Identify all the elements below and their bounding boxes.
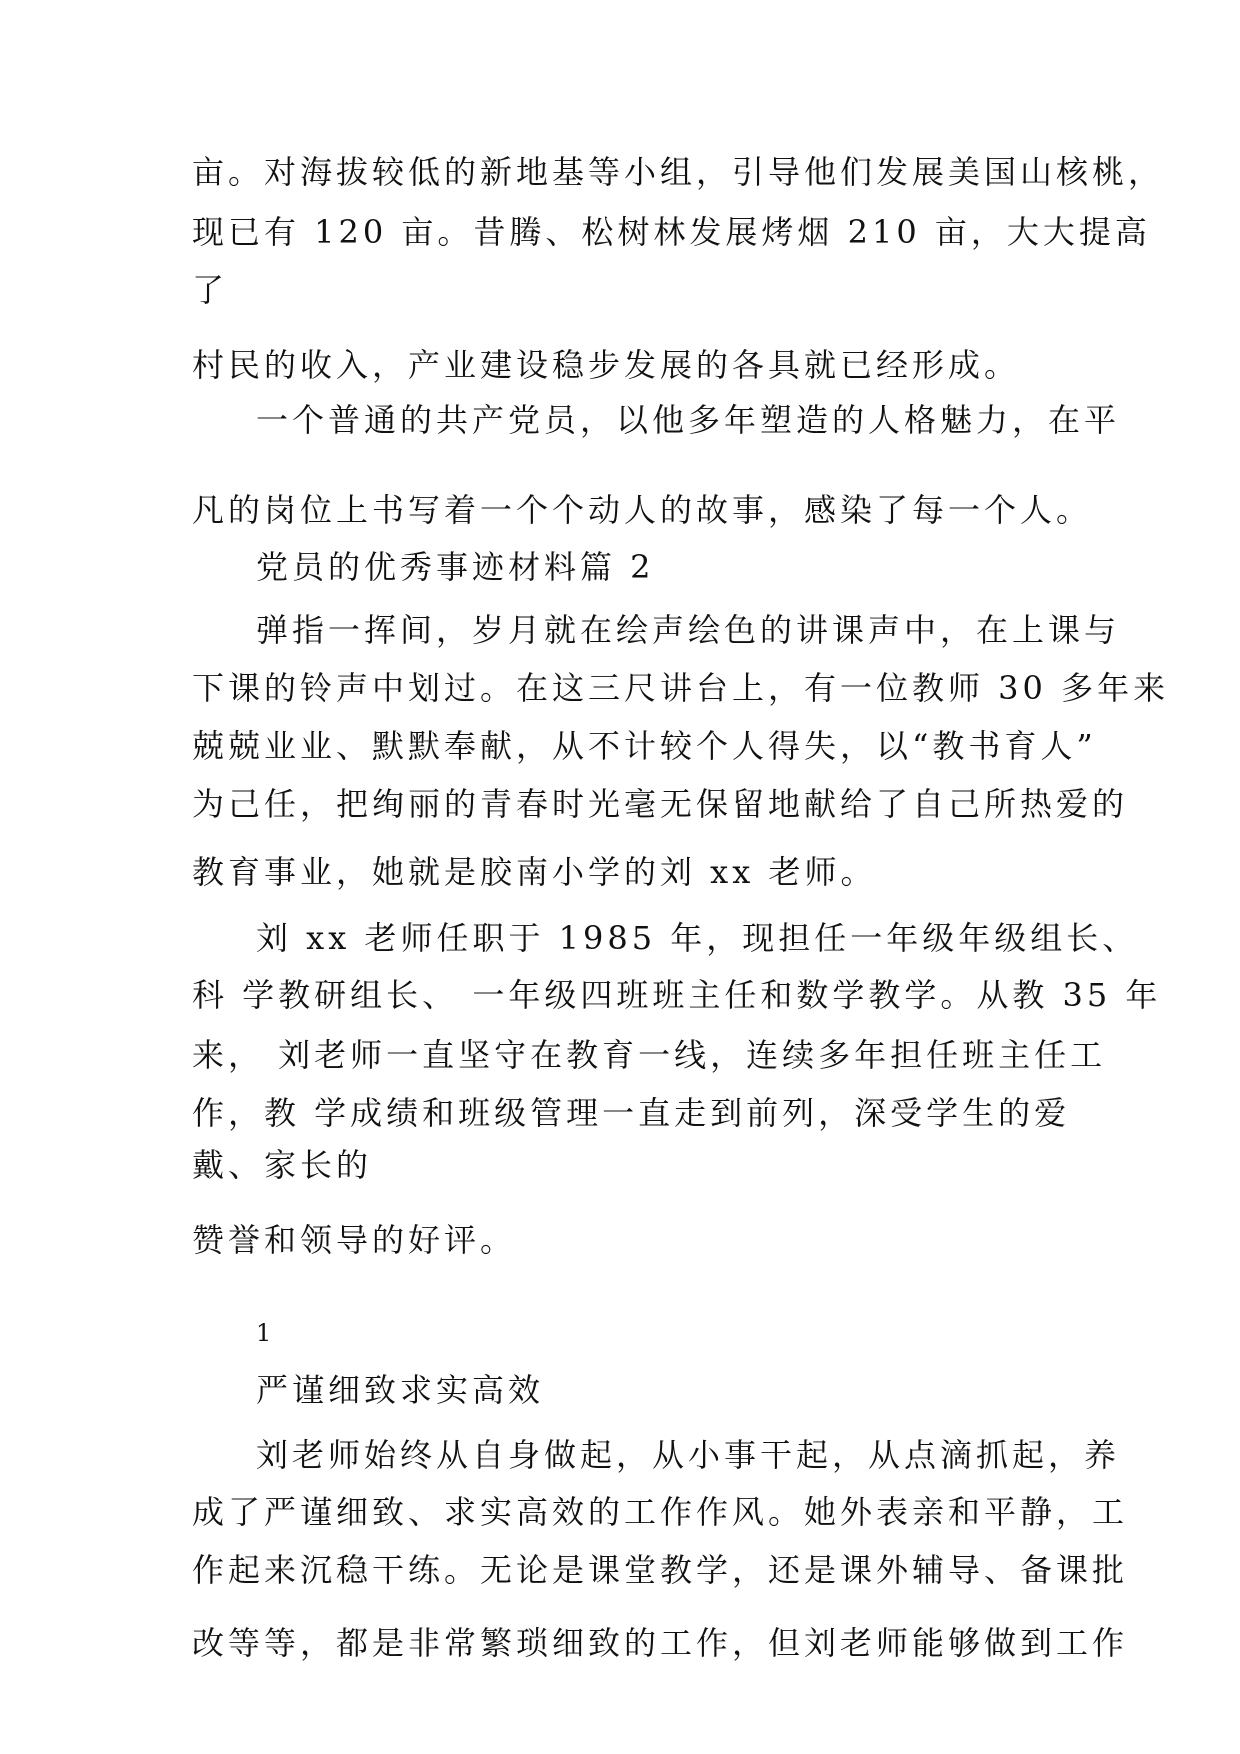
text-line: 赞誉和领导的好评。 bbox=[192, 1221, 517, 1259]
text-line: 了 bbox=[192, 271, 229, 309]
text-line: 亩。对海拔较低的新地基等小组，引导他们发展美国山核桃， bbox=[192, 153, 1165, 191]
text-line: 作，教 学成绩和班级管理一直走到前列，深受学生的爱 bbox=[192, 1094, 1071, 1132]
text-line: 戴、家长的 bbox=[192, 1146, 373, 1184]
text-line: 教育事业，她就是胶南小学的刘 xx 老师。 bbox=[192, 853, 877, 891]
section-heading: 党员的优秀事迹材料篇 2 bbox=[256, 548, 655, 586]
text-line: 刘 xx 老师任职于 1985 年，现担任一年级年级组长、 bbox=[256, 919, 1139, 957]
page-number: 1 bbox=[256, 1319, 272, 1347]
text-line: 为己任，把绚丽的青春时光毫无保留地献给了自己所热爱的 bbox=[192, 785, 1129, 823]
text-line: 村民的收入，产业建设稳步发展的各具就已经形成。 bbox=[192, 346, 1021, 384]
text-line: 兢兢业业、默默奉献，从不计较个人得失，以“教书育人” bbox=[192, 727, 1097, 765]
text-line: 一个普通的共产党员，以他多年塑造的人格魅力，在平 bbox=[256, 401, 1121, 439]
text-line: 科 学教研组长、 一年级四班班主任和数学教学。从教 35 年 bbox=[192, 976, 1162, 1014]
section-heading: 严谨细致求实高效 bbox=[256, 1371, 545, 1409]
text-line: 来， 刘老师一直坚守在教育一线，连续多年担任班主任工 bbox=[192, 1036, 1107, 1074]
text-line: 改等等，都是非常繁琐细致的工作，但刘老师能够做到工作 bbox=[192, 1624, 1129, 1662]
text-line: 弹指一挥间，岁月就在绘声绘色的讲课声中，在上课与 bbox=[256, 611, 1121, 649]
text-line: 现已有 120 亩。昔腾、松树林发展烤烟 210 亩，大大提高 bbox=[192, 213, 1151, 251]
text-line: 凡的岗位上书写着一个个动人的故事，感染了每一个人。 bbox=[192, 491, 1093, 529]
text-line: 成了严谨细致、求实高效的工作作风。她外表亲和平静，工 bbox=[192, 1493, 1129, 1531]
text-line: 刘老师始终从自身做起，从小事干起，从点滴抓起，养 bbox=[256, 1436, 1121, 1474]
text-line: 作起来沉稳干练。无论是课堂教学，还是课外辅导、备课批 bbox=[192, 1551, 1129, 1589]
text-line: 下课的铃声中划过。在这三尺讲台上，有一位教师 30 多年来 bbox=[192, 669, 1170, 707]
